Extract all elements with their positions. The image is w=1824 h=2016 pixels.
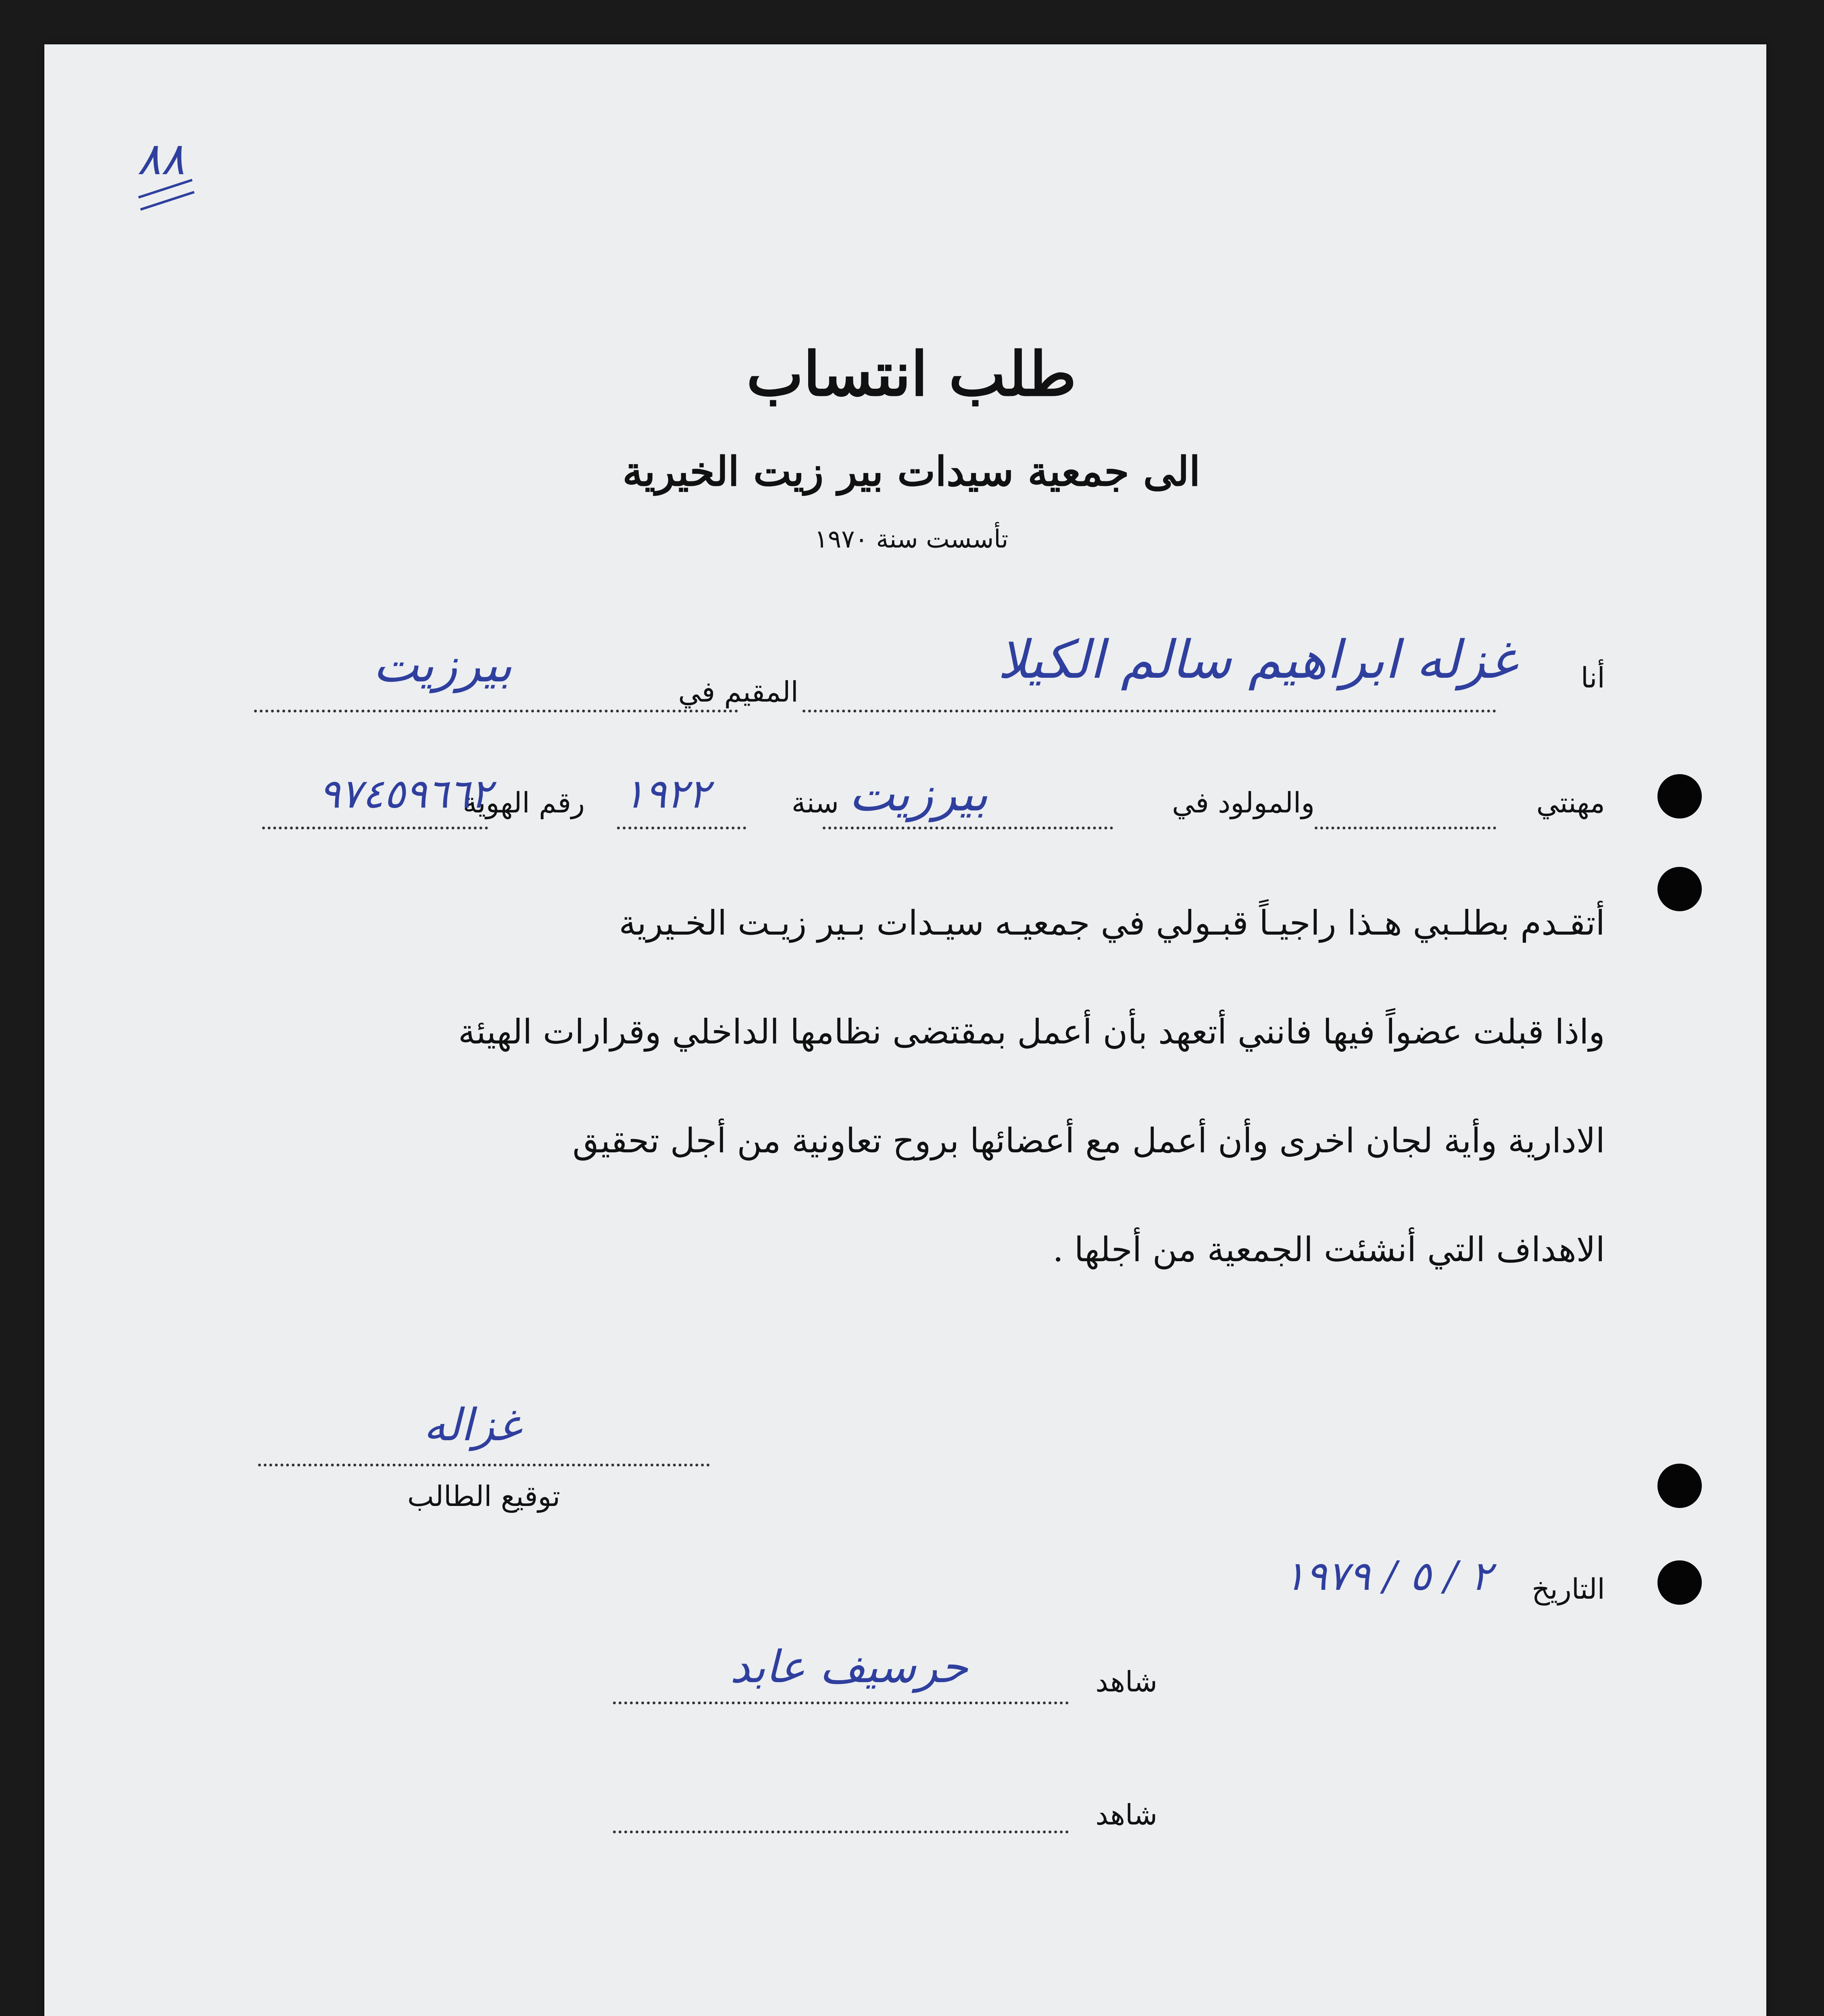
application-form-page (44, 44, 1766, 2016)
signature-label: توقيع الطالب (407, 1480, 561, 1513)
residence-value[interactable]: بيرزيت (373, 637, 512, 693)
binder-hole (1657, 1560, 1702, 1605)
binder-hole (1657, 1464, 1702, 1508)
birthplace-line (823, 827, 1113, 829)
id-label: رقم الهوية (463, 786, 585, 819)
body-line-2: واذا قبلت عضواً فيها فانني أتعهد بأن أعمل بمقتضى نظامها الداخلي وقرارات الهيئة (458, 1012, 1605, 1052)
binder-hole (1657, 867, 1702, 911)
witness-1-label: شاهد (1095, 1665, 1157, 1698)
form-subtitle: الى جمعية سيدات بير زيت الخيرية (622, 448, 1201, 495)
ana-label: أنا (1580, 661, 1605, 694)
witness-1-line (613, 1702, 1069, 1704)
date-value[interactable]: ٢ / ٥ / ١٩٧٩ (1284, 1552, 1492, 1599)
birthplace-value[interactable]: بيرزيت (849, 766, 988, 822)
body-line-4: الاهداف التي أنشئت الجمعية من أجلها . (1053, 1230, 1605, 1269)
residence-line (254, 710, 738, 712)
binder-hole (1657, 774, 1702, 818)
witness-2-line (613, 1831, 1069, 1833)
id-value[interactable]: ٩٧٤٥٩٦٦٢ (319, 770, 492, 817)
date-label: التاريخ (1532, 1572, 1605, 1606)
signature-line (258, 1464, 710, 1466)
id-line (262, 827, 488, 829)
profession-label: مهنتي (1536, 786, 1605, 819)
resident-label: المقيم في (678, 675, 798, 708)
form-title: طلب انتساب (746, 339, 1076, 410)
witness-1-signature[interactable]: حرسيف عابد (730, 1641, 968, 1693)
year-line (617, 827, 746, 829)
applicant-signature[interactable]: غزاله (423, 1399, 521, 1451)
name-line (803, 710, 1496, 712)
year-label: سنة (791, 786, 839, 819)
body-line-3: الادارية وأية لجان اخرى وأن أعمل مع أعضائها بروح تعاونية من أجل تحقيق (572, 1121, 1605, 1160)
witness-2-label: شاهد (1095, 1798, 1157, 1831)
body-line-1: أتقـدم بطلـبي هـذا راجيـاً قبـولي في جمعيـه سيـدات بـير زيـت الخـيرية (619, 903, 1605, 943)
born-label: والمولود في (1172, 786, 1315, 819)
founded-line: تأسست سنة ١٩٧٠ (814, 524, 1009, 554)
profession-line (1315, 827, 1496, 829)
page-number: ٨٨ (137, 133, 185, 185)
name-value[interactable]: غزله ابراهيم سالم الكيلا (997, 629, 1516, 690)
year-value[interactable]: ١٩٢٢ (623, 770, 710, 817)
